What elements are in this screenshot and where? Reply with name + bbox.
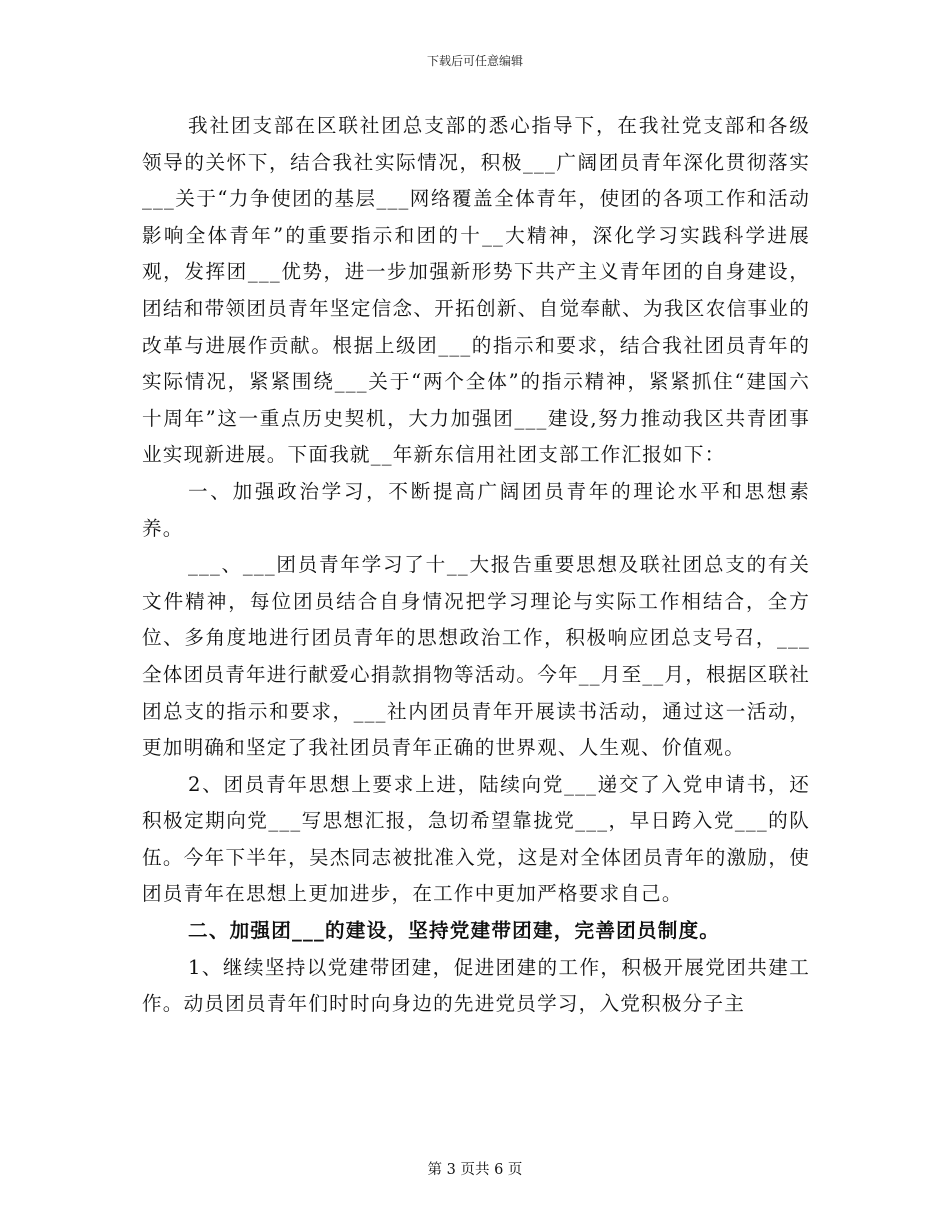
page-number: 第 3 页共 6 页 [427,1162,523,1178]
section-two-heading: 二、加强团___的建设，坚持党建带团建，完善团员制度。 [188,919,721,943]
section-one-item-2: 2、团员青年思想上要求上进，陆续向党___递交了入党申请书，还积极定期向党___写思想汇报，急切希望靠拢党___，早日跨入党___的队伍。今年下半年，吴杰同志被批准入党，这是对全体团员青年的激励，使团员青年在思想上更加进步，在工作中更加严格要求自己。 [142,772,810,906]
section-one-heading: 一、加强政治学习，不断提高广阔团员青年的理论水平和思想素养。 [142,479,810,540]
section-two-item-1: 1、继续坚持以党建带团建，促进团建的工作，积极开展党团共建工作。动员团员青年们时时向身边的先进党员学习，入党积极分子主 [142,955,810,1016]
page-header: 下载后可任意编辑 [426,54,523,68]
intro-paragraph: 我社团支部在区联社团总支部的悉心指导下，在我社党支部和各级领导的关怀下，结合我社实际情况，积极___广阔团员青年深化贯彻落实___关于“力争使团的基层___网络覆盖全体青年，使团的各项工作和活动影响全体青年”的重要指示和团的十__大精神，深化学习实践科学进展观，发挥团___优势，进一步加强新形势下共产主义青年团的自身建设，团结和带领团员青年坚定信念、开拓创新、自觉奉献、为我区农信事业的改革与进展作贡献。根据上级团___的指示和要求，结合我社团员青年的实际情况，紧紧围绕___关于“两个全体”的指示精神，紧紧抓住“建国六十周年”这一重点历史契机，大力加强团___建设,努力推动我区共青团事业实现新进展。下面我就__年新东信用社团支部工作汇报如下： [142,114,810,467]
document-body [142,108,810,1023]
section-one-item-1: ___、___团员青年学习了十__大报告重要思想及联社团总支的有关文件精神，每位团员结合自身情况把学习理论与实际工作相结合，全方位、多角度地进行团员青年的思想政治工作，积极响应团总支号召，___全体团员青年进行献爱心捐款捐物等活动。今年__月至__月，根据区联社团总支的指示和要求，___社内团员青年开展读书活动，通过这一活动，更加明确和坚定了我社团员青年正确的世界观、人生观、价值观。 [142,553,810,760]
